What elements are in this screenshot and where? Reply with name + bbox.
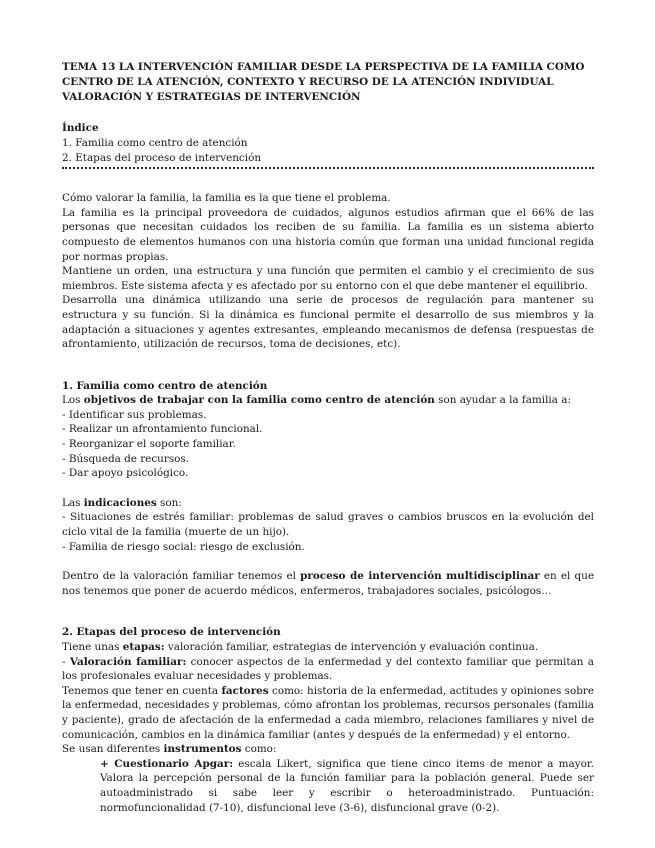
dotted-divider bbox=[62, 167, 594, 169]
apgar-item: + Cuestionario Apgar: escala Likert, significa que tiene cinco items de menor a mayor. Valora la percepción personal de la función familiar para la población general. Puede ser autoadministrado si sabe leer y escribir o heteroadministrado. Puntuación: normofuncionalidad (7-10), disfuncional leve (3-6), disfuncional grave (0-2). bbox=[100, 757, 594, 814]
instruments-intro: Se usan diferentes instrumentos como: bbox=[62, 743, 277, 756]
indications-intro: Las indicaciones son: bbox=[62, 496, 182, 509]
valuation-paragraph: - Valoración familiar: conocer aspectos de la enfermedad y del contexto familiar que permitan a los profesionales evaluar necesidades y problemas. bbox=[62, 655, 594, 683]
section-2-heading: 2. Etapas del proceso de intervención bbox=[62, 626, 281, 639]
intro-paragraph: Mantiene un orden, una estructura y una función que permiten el cambio y el crecimiento de sus miembros. Este sistema afecta y es afectado por su entorno con el que debe mantener el equilibrio. bbox=[62, 265, 594, 292]
factors-paragraph: Tenemos que tener en cuenta factores como: historia de la enfermedad, actitudes y opiniones sobre la enfermedad, necesidades y problemas, cómo afrontan los problemas, recursos personales (familia y paciente), grado de afectación de la enfermedad a cada miembro, relaciones familiares y nivel de comunicación, cambios en la dinámica familiar (antes y después de la enfermedad) y el entorno. bbox=[62, 684, 594, 741]
intro-paragraph: La familia es la principal proveedora de cuidados, algunos estudios afirman que el 66% de las personas que necesitan cuidados los reciben de su familia. La familia es un sistema abierto compuesto de elementos humanos con una historia común que forman una unidad funcional regida por normas propias. bbox=[62, 206, 594, 263]
stages-line: Tiene unas etapas: valoración familiar, estrategias de intervención y evaluación continua. bbox=[62, 641, 539, 654]
document-page bbox=[62, 60, 594, 815]
indication-item: - Familia de riesgo social: riesgo de exclusión. bbox=[62, 540, 305, 553]
objective-item: - Dar apoyo psicológico. bbox=[62, 467, 189, 480]
objective-item: - Identificar sus problemas. bbox=[62, 408, 207, 421]
section-1-heading: 1. Familia como centro de atención bbox=[62, 379, 268, 392]
index-heading: Índice bbox=[62, 122, 99, 135]
multidisciplinary-paragraph: Dentro de la valoración familiar tenemos el proceso de intervención multidisciplinar en el que nos tenemos que poner de acuerdo médicos, enfermeros, trabajadores sociales, psicólogos… bbox=[62, 570, 594, 597]
intro-paragraph: Desarrolla una dinámica utilizando una serie de procesos de regulación para mantener su estructura y su función. Si la dinámica es funcional permite el desarrollo de sus miembros y la adaptación a situaciones y agentes extresantes, empleando mecanismos de defensa (respuestas de afrontamiento, utilización de recursos, toma de decisiones, etc). bbox=[62, 294, 594, 351]
index-item: 2. Etapas del proceso de intervención bbox=[62, 151, 262, 164]
index-item: 1. Familia como centro de atención bbox=[62, 136, 248, 149]
objective-item: - Búsqueda de recursos. bbox=[62, 452, 190, 465]
document-title: TEMA 13 LA INTERVENCIÓN FAMILIAR DESDE LA PERSPECTIVA DE LA FAMILIA COMO CENTRO DE LA ATENCIÓN, CONTEXTO Y RECURSO DE LA ATENCIÓN INDIVIDUAL VALORACIÓN Y ESTRATEGIAS DE INTERVENCIÓN bbox=[62, 61, 585, 103]
objective-item: - Reorganizar el soporte familiar. bbox=[62, 438, 236, 451]
objectives-intro: Los objetivos de trabajar con la familia como centro de atención son ayudar a la familia a: bbox=[62, 394, 571, 407]
indication-item: - Situaciones de estrés familiar: problemas de salud graves o cambios bruscos en la evolución del ciclo vital de la familia (muerte de un hijo). bbox=[62, 511, 594, 539]
intro-paragraph: Cómo valorar la familia, la familia es la que tiene el problema. bbox=[62, 192, 391, 205]
objective-item: - Realizar un afrontamiento funcional. bbox=[62, 423, 263, 436]
